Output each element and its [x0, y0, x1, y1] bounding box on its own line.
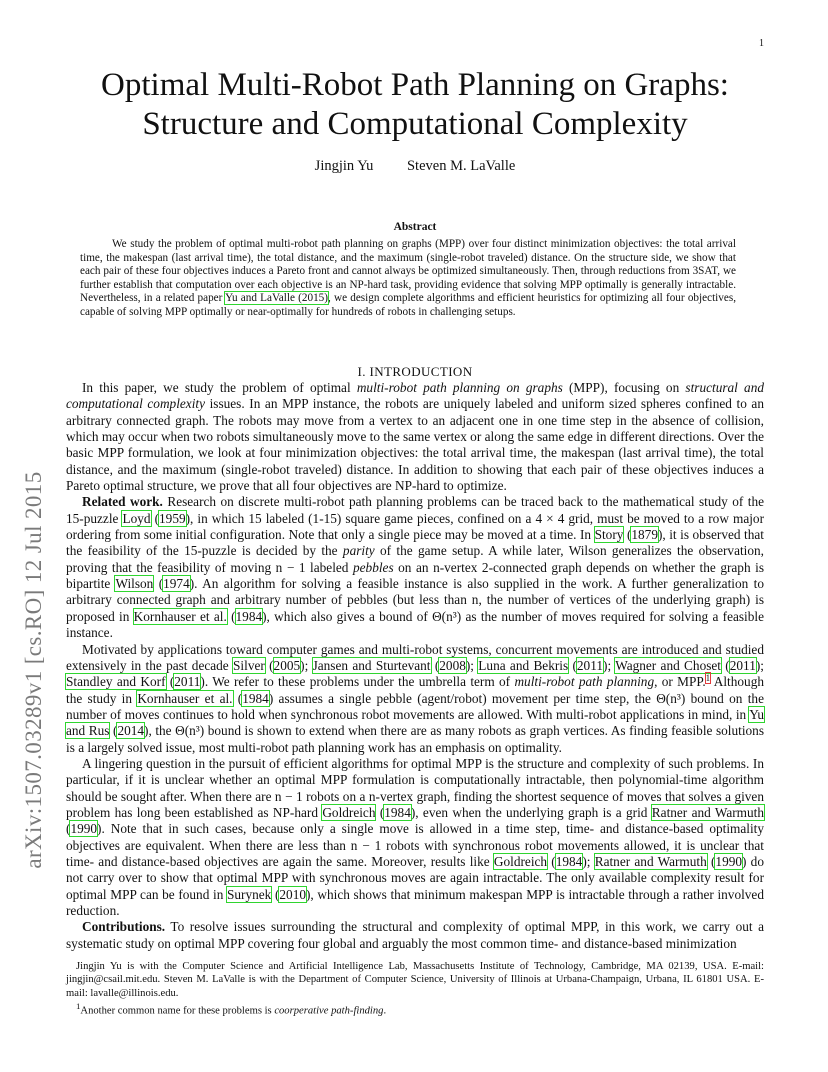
citation-link[interactable]: Yu and LaValle (2015)	[225, 292, 328, 305]
citation-link[interactable]: Wagner and Choset	[615, 657, 721, 673]
citation-link[interactable]: Jansen and Sturtevant	[312, 657, 431, 673]
footnote-number: 1	[76, 1001, 81, 1012]
citation-link[interactable]: Kornhauser et al.	[133, 608, 227, 624]
body-text: (	[232, 690, 243, 706]
citation-link[interactable]: Ratner and Warmuth	[651, 804, 765, 820]
body-text: );	[300, 657, 313, 673]
body-text: A lingering question in the pursuit of efficient algorithms for optimal MPP is the structure and complexity of such problems. In particular, if it is unclear whether an optimal MPP formulation is computationally intractable, then polynomial-time algorithm should be sought after. When there are n − 1 robots on a n-vertex graph, finding the shortest sequence of moves that solves a given problem has long been established as NP-hard	[66, 755, 764, 820]
citation-link[interactable]: 2011	[576, 657, 604, 673]
body-text: ). Note that in such cases, because only a single move is allowed in a time step, time- and distance-based optimality objectives are equivalent. When there are less than n − 1 robots with synchronous robot movements allowed, it is unclear that time- and distance-based objectives are again the same. Moreover, results like	[66, 821, 764, 869]
citation-link[interactable]: Story	[594, 527, 624, 543]
citation-link[interactable]: Silver	[233, 657, 265, 673]
citation-link[interactable]: 2005	[273, 657, 301, 673]
author-list	[66, 158, 764, 175]
body-text: (MPP), focusing on	[562, 380, 686, 395]
citation-link[interactable]: 2011	[174, 674, 201, 690]
affiliation-footnote: Jingjin Yu is with the Computer Science and Artificial Intelligence Lab, Massachusetts Institute of Technology, Cambridge, MA 02139, USA. E-mail: jingjin@csail.mit.edu. Steven M. LaValle is with the Department of Computer Science, University of Illinois at Urbana-Champaign, Urbana, IL 61801 USA. E-mail: lavalle@illinois.edu.	[66, 961, 764, 999]
emphasized-text: structural and computational complexity	[66, 380, 764, 412]
body-text: ). We refer to these problems under the umbrella term of	[200, 674, 515, 690]
citation-link[interactable]: 2010	[279, 886, 306, 902]
citation-link[interactable]: Standley and Korf	[66, 674, 166, 690]
body-text: (	[153, 576, 164, 592]
body-text: ) assumes a single pebble (agent/robot) movement per time step, the Θ(n³) bound on the number of moves continues to hold when synchronous robot movements are allowed. With multi-robot applications in mind, in	[66, 690, 764, 722]
abstract-text-part: We study the problem of optimal multi-robot path planning on graphs (MPP) over four distinct minimization objectives: the total arrival time, the makespan (last arrival time), the total distance, and the maximum (single-robot traveled) distance. On the structure side, we show that each pair of these four objectives induces a Pareto front and cannot always be optimized simultaneously. Then, through reductions from 3SAT, we further establish that computation over each objective is an NP-hard task, providing evidence that solving MPP optimally is generally intractable. Nevertheless, in a related paper	[80, 238, 736, 305]
arxiv-side-stamp: arXiv:1507.03289v1 [cs.RO] 12 Jul 2015	[21, 471, 46, 869]
citation-link[interactable]: 1984	[235, 608, 263, 624]
citation-link[interactable]: 1990	[715, 853, 743, 869]
body-text: ), even when the underlying graph is a grid	[410, 804, 652, 820]
footnote-text-end: .	[383, 1005, 387, 1017]
body-text: of the game setup. A while later, Wilson generalizes the observation, proving that the feasibility of moving n − 1 labeled	[66, 543, 764, 575]
body-paragraph	[66, 756, 764, 919]
body-text: (	[264, 657, 274, 673]
footnotes	[66, 960, 764, 1018]
body-text: ), the Θ(n³) bound is shown to extend when there are as many robots as graph vertices. As finding feasible solutions is a largely solved issue, most multi-robot path planning work has an emphasis on optimality.	[66, 723, 764, 755]
footnote-emphasis: coorperative path-finding	[274, 1005, 384, 1017]
page-number: 1	[759, 38, 764, 49]
citation-link[interactable]: 1990	[70, 821, 98, 837]
body-text: (	[430, 657, 440, 673]
body-text: (	[721, 657, 730, 673]
body-paragraph	[66, 380, 764, 494]
citation-link[interactable]: Kornhauser et al.	[137, 690, 233, 706]
citation-link[interactable]: 1879	[631, 527, 658, 543]
citation-link[interactable]: Ratner and Warmuth	[594, 853, 707, 869]
citation-link[interactable]: 1984	[242, 690, 269, 706]
paragraph-lead-in: Related work.	[82, 494, 163, 510]
title-line-2: Structure and Computational Complexity	[142, 106, 688, 142]
body-text: );	[755, 657, 764, 673]
paragraph-lead-in: Contributions.	[82, 919, 166, 935]
body-text: issues. In an MPP instance, the robots are uniquely labeled and uniform sized spheres confined to an arbitrary connected graph. The robots may move from a vertex to an adjacent one in one time step in the absence of collision, which may occur when two robots simultaneously move to the same vertex or along the same edge in different directions. Over the basic MPP formulation, we look at four minimization objectives: the total arrival time, the makespan (last arrival time), the total distance, and the maximum (single-robot traveled) distance. In addition to showing that each pair of these objectives induces a Pareto optimal structure, we prove that all four objectives are NP-hard to optimize.	[66, 396, 764, 494]
body-text: (	[568, 657, 577, 673]
body-text: ), it is observed that the feasibility of the 15-puzzle is decided by the	[66, 527, 764, 559]
author-name: Steven M. LaValle	[406, 158, 516, 174]
citation-link[interactable]: Yu and Rus	[66, 706, 764, 739]
body-text: );	[603, 657, 616, 673]
citation-link[interactable]: Wilson	[115, 576, 154, 592]
emphasized-text: multi-robot path planning on graphs	[356, 380, 563, 395]
body-text: , or MPP.	[654, 674, 706, 690]
body-text: on an n-vertex 2-connected graph depends on whether the graph is bipartite	[66, 559, 765, 592]
body-text: ), in which 15 labeled (1-15) square game pieces, confined on a 4 × 4 grid, must be moved to a row major ordering from some initial configuration. Note that only a single piece may be moved at a time. In	[66, 510, 764, 543]
footnote-link[interactable]: 1	[705, 672, 711, 683]
section-heading-introduction: I. INTRODUCTION	[357, 364, 473, 379]
citation-link[interactable]: 1984	[555, 853, 583, 869]
citation-link[interactable]: Goldreich	[322, 804, 376, 820]
body-text: ), which shows that minimum makespan MPP is intractable through a rather involved reduction.	[66, 886, 764, 918]
body-text: Although the study in	[66, 674, 764, 706]
citation-link[interactable]: Goldreich	[493, 853, 548, 869]
emphasized-text: pebbles	[353, 559, 394, 575]
citation-link[interactable]: 2014	[117, 723, 145, 739]
introduction-body	[66, 380, 764, 952]
body-text: );	[582, 853, 595, 869]
body-text: (	[623, 527, 632, 543]
abstract-text	[80, 238, 736, 320]
title-line-1: Optimal Multi-Robot Path Planning on Graphs:	[101, 67, 729, 103]
body-text: );	[465, 657, 479, 673]
footnote-text: Another common name for these problems is	[80, 1005, 275, 1017]
footnote-1	[66, 1000, 764, 1018]
body-paragraph	[66, 642, 764, 756]
emphasized-text: multi-robot path planning	[514, 674, 655, 690]
body-text: (	[109, 723, 118, 739]
body-text: To resolve issues surrounding the structural and complexity of optimal MPP, in this work, we carry out a systematic study on optimal MPP covering four global and arguably the most common time- and distance-based minimization	[66, 919, 764, 951]
body-text: (	[706, 853, 716, 869]
body-text: (	[165, 674, 175, 690]
citation-link[interactable]: Luna and Bekris	[478, 657, 569, 673]
abstract-text-part: , we design complete algorithms and efficient heuristics for optimizing all four objectives, capable of solving MPP optimally or near-optimally for hundreds of robots in challenging setups.	[80, 292, 736, 318]
citation-link[interactable]: 1984	[384, 804, 411, 820]
citation-link[interactable]: 2011	[729, 657, 756, 673]
body-text: (	[150, 510, 160, 526]
body-text: (	[66, 821, 71, 837]
abstract-heading: Abstract	[393, 221, 437, 233]
citation-link[interactable]: 1974	[163, 576, 190, 592]
body-paragraph	[66, 919, 764, 952]
body-text: Research on discrete multi-robot path planning problems can be traced back to the mathematical study of the 15-puzzle	[66, 494, 764, 526]
body-paragraph	[66, 494, 764, 641]
body-text: (	[226, 608, 236, 624]
citation-link[interactable]: 2008	[439, 657, 466, 673]
body-text: (	[375, 804, 385, 820]
citation-link[interactable]: 1959	[159, 510, 186, 526]
citation-link[interactable]: Surynek	[227, 886, 272, 902]
body-text: Motivated by applications toward computer games and multi-robot systems, concurrent movements are introduced and studied extensively in the past decade	[66, 641, 764, 673]
body-text: In this paper, we study the problem of optimal	[82, 380, 357, 395]
body-text: ) do not carry over to show that optimal MPP with synchronous moves are again intractable. The only available complexity result for optimal MPP can be found in	[66, 853, 764, 902]
body-text: ). An algorithm for solving a feasible instance is also supplied in the work. A further generalization to arbitrary connected graph and arbitrary number of pebbles (but less than n, the number of vertices of the underlying graph) is proposed in	[66, 576, 764, 624]
body-text: (	[547, 853, 556, 869]
body-text: ), which also gives a bound of Θ(n³) as the number of moves required for solving a feasible instance.	[66, 608, 764, 641]
citation-link[interactable]: Loyd	[122, 510, 151, 526]
paper-title	[66, 66, 764, 144]
author-name: Jingjin Yu	[314, 158, 374, 174]
emphasized-text: parity	[342, 543, 375, 559]
body-text: (	[271, 886, 280, 902]
